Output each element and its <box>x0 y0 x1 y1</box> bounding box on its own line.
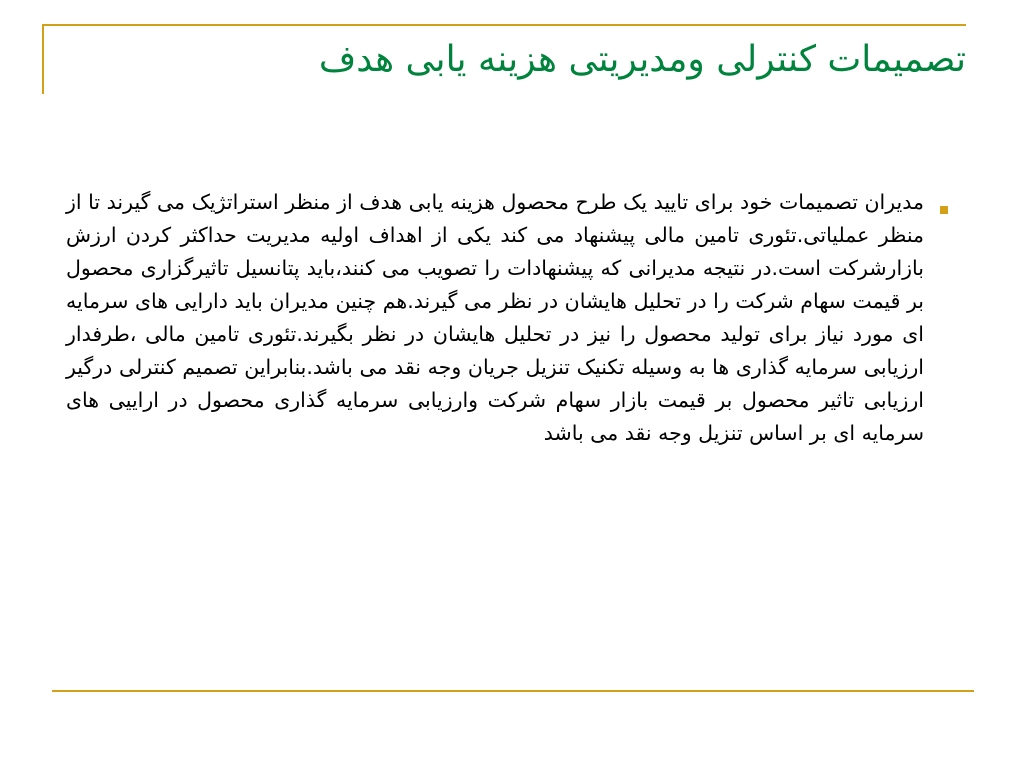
top-border-line <box>42 24 966 26</box>
slide-content <box>66 186 952 450</box>
left-border-line <box>42 24 44 94</box>
bottom-divider-line <box>52 690 974 692</box>
bullet-item <box>66 186 952 450</box>
square-bullet-icon <box>940 206 948 214</box>
slide-title: تصمیمات کنترلی ومدیریتی هزینه یابی هدف <box>318 39 966 80</box>
bullet-text: مدیران تصمیمات خود برای تایید یک طرح محصول هزینه یابی هدف از منظر استراتژیک می گیرند تا از منظر عملیاتی.تئوری تامین مالی پیشنهاد می کند یکی از اهداف اولیه مدیریت حداکثر کردن ارزش بازارشرکت است.در نتیجه مدیرانی که پیشنهادات را تصویب می کنند،باید پتانسیل تاثیرگزاری محصول بر قیمت سهام شرکت را در تحلیل هایشان در نظر می گیرند.هم چنین مدیران باید دارایی های سرمایه ای مورد نیاز برای تولید محصول را نیز در تحلیل هایشان در نظر بگیرند.تئوری تامین مالی ،طرفدار ارزیابی سرمایه گذاری ها به وسیله تکنیک تنزیل جریان وجه نقد می باشد.بنابراین تصمیم کنترلی درگیر ارزیابی تاثیر محصول بر قیمت بازار سهام شرکت وارزیابی سرمایه گذاری محصول در اراییی های سرمایه ای بر اساس تنزیل وجه نقد می باشد <box>66 190 924 445</box>
